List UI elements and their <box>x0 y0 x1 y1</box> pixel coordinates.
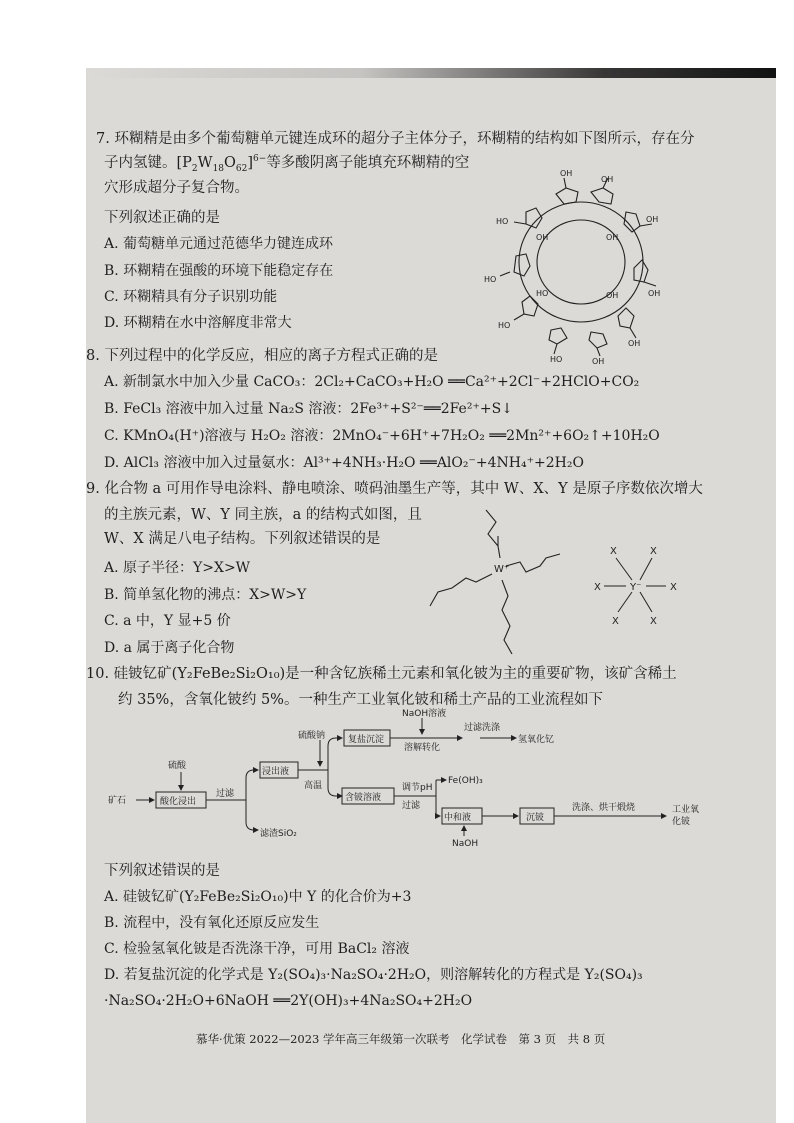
flow-sodium-sulfate: 硫酸钠 <box>298 731 326 741</box>
cyclodextrin-structure <box>484 169 666 366</box>
q9-option-c: C. a 中，Y 显+5 价 <box>104 613 231 629</box>
oh-label: OH <box>648 289 661 298</box>
q7-line2: 子内氢键。$[P_2W_{18}O_{62}]^{6-}$等多酸阴离子能填充环糊精的空 <box>104 154 470 174</box>
anion-structure <box>586 536 686 636</box>
page-footer: 慕华·优策 2022—2023 学年高三年级第一次联考 化学试卷 第 3 页 共 8 页 <box>196 1032 606 1046</box>
x-label: X <box>594 582 601 593</box>
x-label: X <box>650 616 657 627</box>
q10-option-b: B. 流程中，没有氧化还原反应发生 <box>104 915 320 931</box>
q8-option-c: C. KMnO₄(H⁺)溶液与 H₂O₂ 溶液：2MnO₄⁻+6H⁺+7H₂O₂ ══2Mn²⁺+6O₂↑+10H₂O <box>104 428 660 444</box>
flow-ore: 矿石 <box>108 796 127 806</box>
q7-stem: 下列叙述正确的是 <box>104 210 220 226</box>
q8-option-a: A. 新制氯水中加入少量 CaCO₃：2Cl₂+CaCO₃+H₂O ══Ca²⁺+2Cl⁻+2HClO+CO₂ <box>104 374 640 390</box>
q8-title: 8. 下列过程中的化学反应，相应的离子方程式正确的是 <box>86 348 438 364</box>
flow-residue: 滤渣SiO₂ <box>260 829 297 839</box>
cation-structure <box>426 508 576 668</box>
flow-product: 工业氧 <box>672 805 700 815</box>
flow-be-precip: 沉铍 <box>526 813 545 823</box>
flow-dissolve: 溶解转化 <box>404 743 441 753</box>
q8-option-b: B. FeCl₃ 溶液中加入过量 Na₂S 溶液：2Fe³⁺+S²⁻══2Fe²⁺+S↓ <box>104 401 513 417</box>
y-anion-label: Y⁻ <box>630 582 642 593</box>
flow-filter2: 过滤 <box>402 801 421 811</box>
q10-line2: 约 35%，含氧化铍约 5%。一种生产工业氧化铍和稀土产品的工业流程如下 <box>118 692 603 708</box>
q7-line1: 7. 环糊精是由多个葡萄糖单元键连成环的超分子主体分子，环糊精的结构如下图所示，存在分 <box>96 131 695 147</box>
x-label: X <box>612 616 619 627</box>
q7-option-c: C. 环糊精具有分子识别功能 <box>104 289 278 305</box>
oh-label: OH <box>536 233 549 242</box>
flow-neutral: 中和液 <box>444 813 472 823</box>
flow-be-solution: 含铍溶液 <box>345 793 382 803</box>
q9-line3: W、X 满足八电子结构。下列叙述错误的是 <box>104 531 381 547</box>
flow-wash-dry: 洗涤、烘干煅烧 <box>572 803 636 813</box>
flow-acid-leach: 酸化浸出 <box>160 797 197 807</box>
oh-label: OH <box>592 357 605 366</box>
oh-label: OH <box>560 169 573 178</box>
q8-option-d: D. AlCl₃ 溶液中加入过量氨水：Al³⁺+4NH₃·H₂O ══AlO₂⁻+4NH₄⁺+2H₂O <box>104 455 584 471</box>
x-label: X <box>650 546 657 557</box>
flow-yttrium-hydroxide: 氢氧化钇 <box>518 735 555 745</box>
flow-filter-wash: 过滤洗涤 <box>464 723 501 733</box>
q9-option-d: D. a 属于离子化合物 <box>104 640 235 656</box>
q7-option-b: B. 环糊精在强酸的环境下能稳定存在 <box>104 263 334 279</box>
flow-leachate: 浸出液 <box>262 767 290 777</box>
oh-label: OH <box>606 291 619 300</box>
flow-naoh: NaOH <box>452 839 479 849</box>
q7-line3: 穴形成超分子复合物。 <box>104 180 249 196</box>
ho-label: HO <box>496 217 509 226</box>
q7-option-d: D. 环糊精在水中溶解度非常大 <box>104 315 292 331</box>
flow-double-salt: 复盐沉淀 <box>348 735 385 745</box>
flow-product: 化铍 <box>672 817 691 827</box>
x-label: X <box>610 546 617 557</box>
process-flowchart <box>106 708 726 848</box>
q9-option-b: B. 简单氢化物的沸点：X>W>Y <box>104 587 307 603</box>
flow-feoh3: Fe(OH)₃ <box>448 776 483 786</box>
flow-filter1: 过滤 <box>216 789 235 799</box>
flow-high-temp: 高温 <box>304 781 323 791</box>
q10-option-a: A. 硅铍钇矿(Y₂FeBe₂Si₂O₁₀)中 Y 的化合价为+3 <box>104 889 412 905</box>
oh-label: OH <box>606 233 619 242</box>
ho-label: HO <box>550 355 563 364</box>
scan-shadow <box>86 68 776 78</box>
w-cation-label: W⁺ <box>494 564 510 575</box>
q9-option-a: A. 原子半径：Y>X>W <box>104 560 251 576</box>
ho-label: HO <box>484 275 497 284</box>
x-label: X <box>670 582 677 593</box>
ho-label: HO <box>536 289 549 298</box>
flow-acid: 硫酸 <box>168 761 187 771</box>
q10-line1: 10. 硅铍钇矿(Y₂FeBe₂Si₂O₁₀)是一种含钇族稀土元素和氧化铍为主的重要矿物，该矿含稀土 <box>86 666 677 682</box>
q10-option-d-line1: D. 若复盐沉淀的化学式是 Y₂(SO₄)₃·Na₂SO₄·2H₂O，则溶解转化的方程式是 Y₂(SO₄)₃ <box>104 967 643 983</box>
oh-label: OH <box>628 339 641 348</box>
q9-line2: 的主族元素，W、Y 同主族，a 的结构式如图，且 <box>104 507 422 523</box>
exam-page <box>86 68 776 1123</box>
q9-line1: 9. 化合物 a 可用作导电涂料、静电喷涂、喷码油墨生产等，其中 W、X、Y 是原子序数依次增大 <box>86 481 703 497</box>
oh-label: OH <box>646 215 659 224</box>
q7-option-a: A. 葡萄糖单元通过范德华力键连成环 <box>104 236 334 252</box>
q10-option-c: C. 检验氢氧化铍是否洗涤干净，可用 BaCl₂ 溶液 <box>104 941 410 957</box>
ho-label: HO <box>498 321 511 330</box>
flow-adjust-ph: 调节pH <box>402 783 433 793</box>
oh-label: OH <box>601 175 614 184</box>
q10-stem: 下列叙述错误的是 <box>104 863 220 879</box>
q10-option-d-line2: ·Na₂SO₄·2H₂O+6NaOH ══2Y(OH)₃+4Na₂SO₄+2H₂O <box>104 993 473 1009</box>
flow-naoh-solution: NaOH溶液 <box>402 709 447 719</box>
